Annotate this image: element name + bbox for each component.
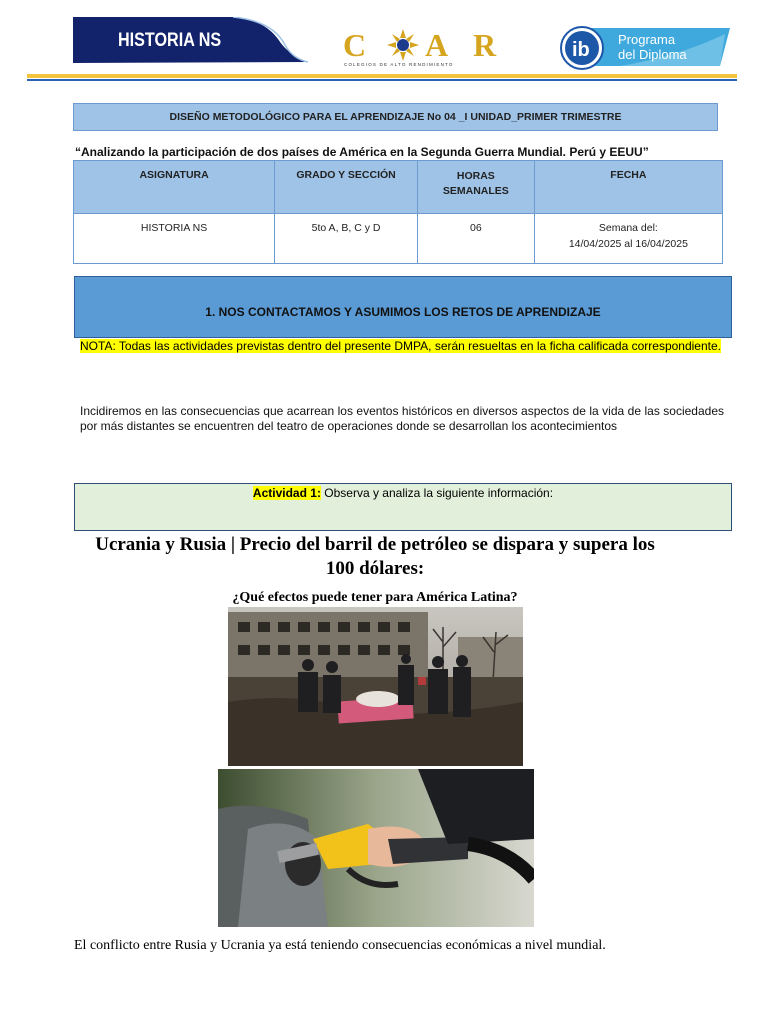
document-subtitle: “Analizando la participación de dos países de América en la Segunda Guerra Mundial. Perú y EEUU” xyxy=(75,145,649,159)
section-heading: 1. NOS CONTACTAMOS Y ASUMIMOS LOS RETOS DE APRENDIZAJE xyxy=(205,305,601,319)
note-paragraph xyxy=(80,339,724,353)
header-fecha: FECHA xyxy=(534,161,722,214)
fecha-range: 14/04/2025 al 16/04/2025 xyxy=(568,238,688,250)
table-header-row xyxy=(74,161,723,214)
coar-wordmark xyxy=(343,28,523,64)
intro-paragraph: Incidiremos en las consecuencias que acarrean los eventos históricos en diversos aspectos de la vida de las sociedades por más distantes se encuentren del teatro de operaciones donde se desarrollan los acontecimientos xyxy=(80,404,724,433)
svg-text:C: C xyxy=(343,28,367,63)
document-title: DISEÑO METODOLÓGICO PARA EL APRENDIZAJE No 04 _I UNIDAD_PRIMER TRIMESTRE xyxy=(169,111,622,123)
svg-text:R: R xyxy=(473,28,497,63)
table-row xyxy=(74,214,723,264)
fuel-pump-photo xyxy=(218,769,534,927)
cell-horas: 06 xyxy=(417,214,534,264)
header-grado: GRADO Y SECCIÓN xyxy=(275,161,418,214)
ib-mark: ib xyxy=(572,39,590,61)
section-heading-box xyxy=(74,276,732,338)
article-question: ¿Qué efectos puede tener para América Latina? xyxy=(232,590,518,605)
ib-diploma-logo xyxy=(560,26,736,70)
sun-icon xyxy=(387,29,419,61)
article-headline: Ucrania y Rusia | Precio del barril de petróleo se dispara y supera los 100 dólares: xyxy=(95,534,655,579)
document-title-box xyxy=(73,103,718,131)
ib-line2: del Diploma xyxy=(618,47,687,62)
ib-line1: Programa xyxy=(618,32,676,47)
banner-title: HISTORIA NS xyxy=(118,30,222,51)
war-scene-photo xyxy=(228,607,523,766)
cell-asignatura: HISTORIA NS xyxy=(74,214,275,264)
header-horas xyxy=(417,161,534,214)
fecha-label: Semana del: xyxy=(598,222,658,234)
note-text: NOTA: Todas las actividades previstas dentro del presente DMPA, serán resueltas en la ficha calificada correspondiente. xyxy=(80,339,721,353)
coar-tagline: COLEGIOS DE ALTO RENDIMIENTO xyxy=(344,62,454,67)
activity-instruction: Observa y analiza la siguiente información: xyxy=(320,486,554,500)
cell-grado: 5to A, B, C y D xyxy=(275,214,418,264)
svg-text:A: A xyxy=(425,28,449,63)
activity-label: Actividad 1: xyxy=(252,486,321,500)
header-horas-text: HORAS SEMANALES xyxy=(442,170,509,197)
cell-fecha xyxy=(534,214,722,264)
header-rule-yellow xyxy=(27,74,737,78)
activity-line xyxy=(74,486,732,500)
article-caption: El conflicto entre Rusia y Ucrania ya está teniendo consecuencias económicas a nivel mundial. xyxy=(74,938,606,953)
course-info-table xyxy=(73,160,723,264)
header-rule-blue xyxy=(27,79,737,81)
header-asignatura: ASIGNATURA xyxy=(74,161,275,214)
